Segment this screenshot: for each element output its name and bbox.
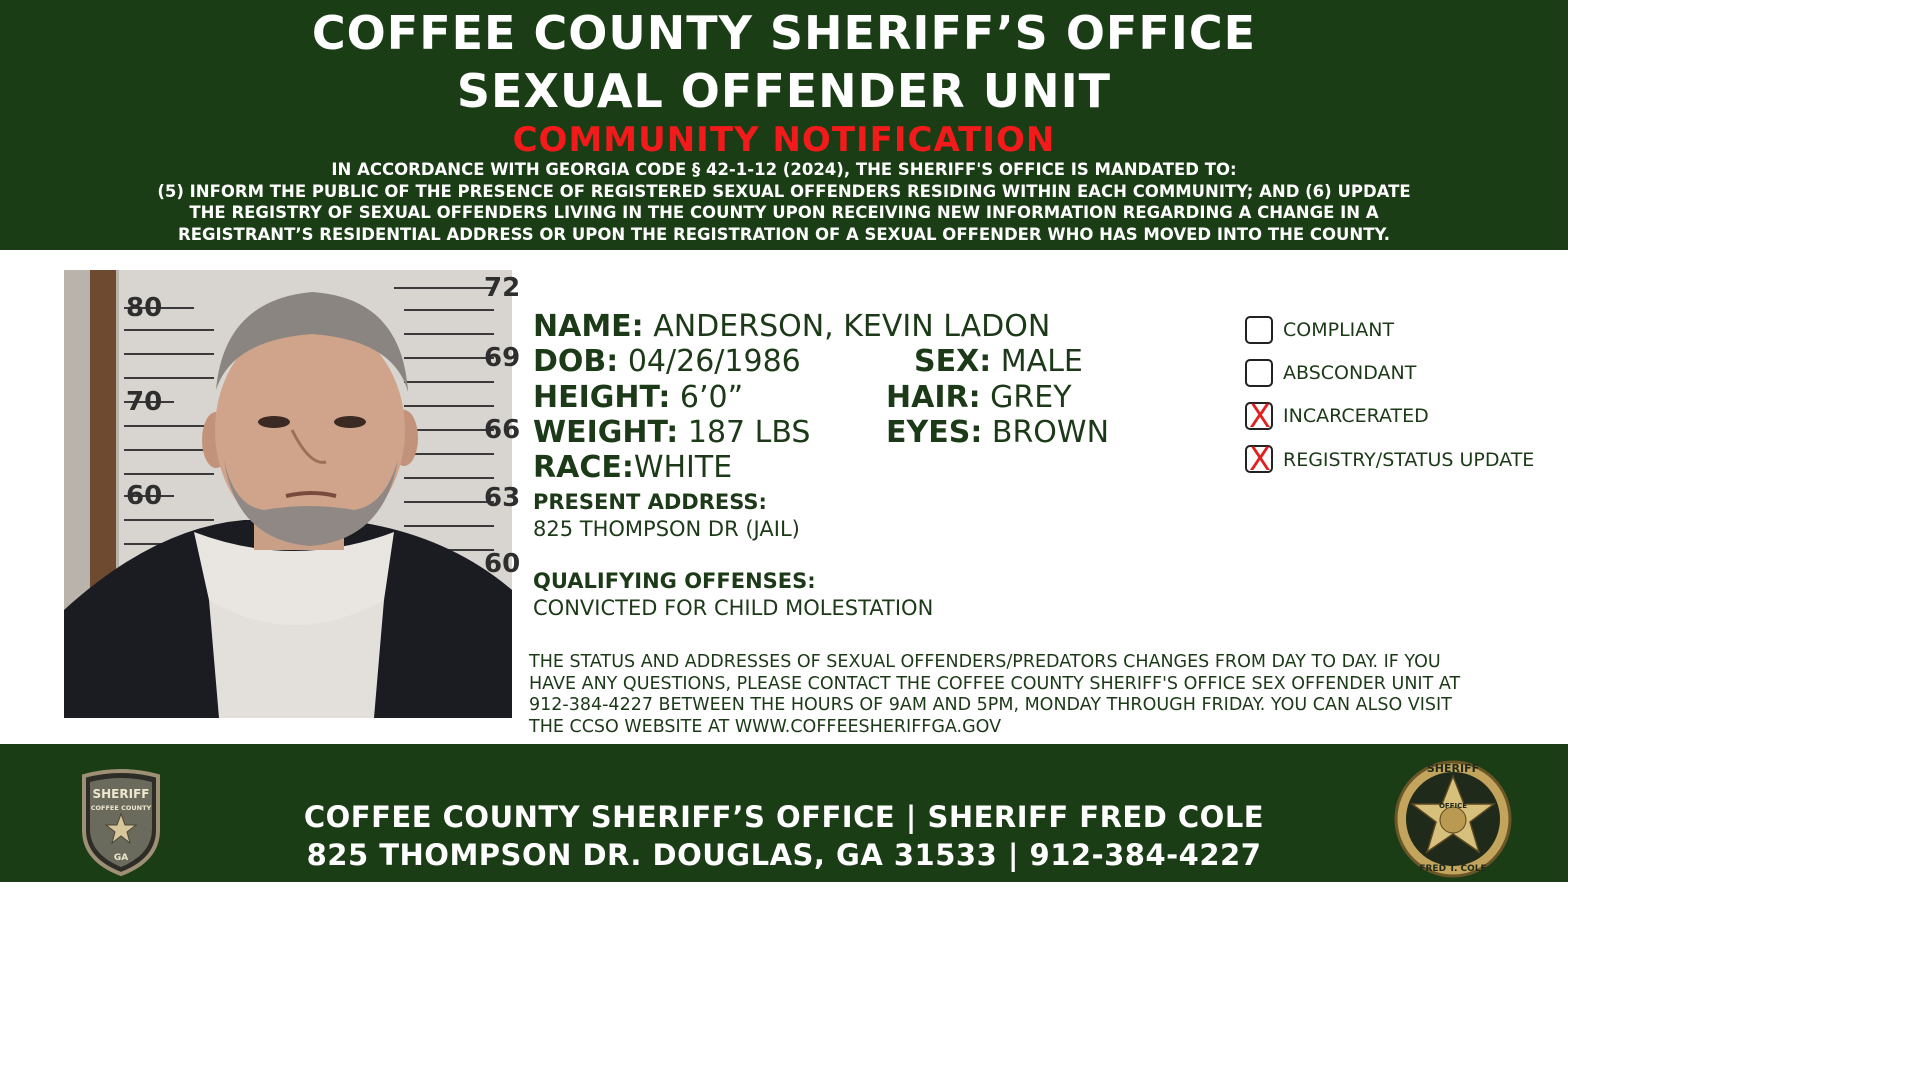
sex-value: MALE xyxy=(1000,344,1083,379)
address-value: 825 THOMPSON DR (JAIL) xyxy=(533,517,800,541)
mandate-line: THE REGISTRY OF SEXUAL OFFENDERS LIVING IN THE COUNTY UPON RECEIVING NEW INFORMATION REGARDING A CHANGE IN A xyxy=(189,203,1379,222)
name-row xyxy=(533,310,1050,344)
weight-row xyxy=(533,416,810,450)
mandate-line: IN ACCORDANCE WITH GEORGIA CODE § 42-1-12 (2024), THE SHERIFF'S OFFICE IS MANDATED TO: xyxy=(331,160,1237,179)
badge-text: OFFICE xyxy=(1438,802,1468,810)
badge-text: SHERIFF xyxy=(1426,762,1480,775)
ruler-mark: 63 xyxy=(484,483,521,513)
mandate-line: REGISTRANT’S RESIDENTIAL ADDRESS OR UPON THE REGISTRATION OF A SEXUAL OFFENDER WHO HAS MOVED INTO THE COUNTY. xyxy=(178,224,1390,244)
race-value: WHITE xyxy=(633,450,733,485)
height-row xyxy=(533,381,743,415)
eyes-label: EYES: xyxy=(886,415,983,450)
ruler-mark: 80 xyxy=(126,293,163,323)
dob-label: DOB: xyxy=(533,344,619,379)
weight-value: 187 LBS xyxy=(687,415,811,450)
footer-office-line: COFFEE COUNTY SHERIFF’S OFFICE | SHERIFF FRED COLE xyxy=(303,800,1265,834)
ruler-mark: 60 xyxy=(126,481,163,511)
disclaimer-text xyxy=(529,652,1519,738)
header-banner xyxy=(0,0,1568,250)
height-label: HEIGHT: xyxy=(533,380,671,415)
race-label: RACE: xyxy=(533,450,634,485)
ruler-mark: 60 xyxy=(484,549,521,579)
eyes-row xyxy=(886,416,1109,450)
disclaimer-line: HAVE ANY QUESTIONS, PLEASE CONTACT THE COFFEE COUNTY SHERIFF'S OFFICE SEX OFFENDER UNIT AT xyxy=(529,673,1461,694)
mandate-line: (5) INFORM THE PUBLIC OF THE PRESENCE OF REGISTERED SEXUAL OFFENDERS RESIDING WITHIN EACH COMMUNITY; AND (6) UPDATE xyxy=(157,181,1411,201)
weight-label: WEIGHT: xyxy=(533,415,679,450)
hair-value: GREY xyxy=(990,380,1072,415)
registry-update-label: REGISTRY/STATUS UPDATE xyxy=(1283,449,1535,471)
address-label: PRESENT ADDRESS: xyxy=(533,490,767,514)
incarcerated-label: INCARCERATED xyxy=(1283,405,1429,427)
mugshot-illustration xyxy=(64,270,521,718)
footer-address-line: 825 THOMPSON DR. DOUGLAS, GA 31533 | 912-384-4227 xyxy=(306,838,1262,872)
dob-row xyxy=(533,345,801,379)
ruler-mark: 72 xyxy=(484,273,521,303)
logo-text: SHERIFF xyxy=(92,787,150,801)
disclaimer-line: THE STATUS AND ADDRESSES OF SEXUAL OFFENDERS/PREDATORS CHANGES FROM DAY TO DAY. IF YOU xyxy=(529,652,1441,672)
community-notification-heading: COMMUNITY NOTIFICATION xyxy=(512,120,1056,160)
name-label: NAME: xyxy=(533,309,644,344)
compliant-label: COMPLIANT xyxy=(1283,319,1395,341)
x-mark-icon: X xyxy=(1249,440,1271,478)
height-value: 6’0” xyxy=(679,380,744,415)
disclaimer-line: 912-384-4227 BETWEEN THE HOURS OF 9AM AND 5PM, MONDAY THROUGH FRIDAY. YOU CAN ALSO VISIT xyxy=(529,695,1452,716)
ruler-mark: 66 xyxy=(484,415,521,445)
badge-text: FRED T. COLE xyxy=(1419,864,1487,874)
x-mark-icon: X xyxy=(1249,397,1271,435)
hair-label: HAIR: xyxy=(886,380,981,415)
hair-row xyxy=(886,381,1072,415)
offenses-value: CONVICTED FOR CHILD MOLESTATION xyxy=(533,596,934,620)
offenses-label: QUALIFYING OFFENSES: xyxy=(533,569,816,593)
ruler-mark: 69 xyxy=(484,343,521,373)
sex-label: SEX: xyxy=(914,344,992,379)
abscondant-checkbox xyxy=(1245,359,1273,387)
race-row xyxy=(533,451,732,485)
disclaimer-line: THE CCSO WEBSITE AT WWW.COFFEESHERIFFGA.GOV xyxy=(529,716,1002,737)
dob-value: 04/26/1986 xyxy=(627,344,801,379)
office-title: COFFEE COUNTY SHERIFF’S OFFICE xyxy=(311,6,1257,60)
abscondant-label: ABSCONDANT xyxy=(1283,362,1417,384)
mandate-text xyxy=(90,159,1478,245)
logo-text: GA xyxy=(113,853,129,863)
name-value: ANDERSON, KEVIN LADON xyxy=(653,309,1051,344)
sex-row xyxy=(914,345,1083,379)
ruler-mark: 70 xyxy=(126,387,163,417)
mugshot-photo xyxy=(64,270,521,718)
logo-text: COFFEE COUNTY xyxy=(90,804,152,812)
unit-title: SEXUAL OFFENDER UNIT xyxy=(456,64,1112,118)
compliant-checkbox xyxy=(1245,316,1273,344)
eyes-value: BROWN xyxy=(991,415,1110,450)
